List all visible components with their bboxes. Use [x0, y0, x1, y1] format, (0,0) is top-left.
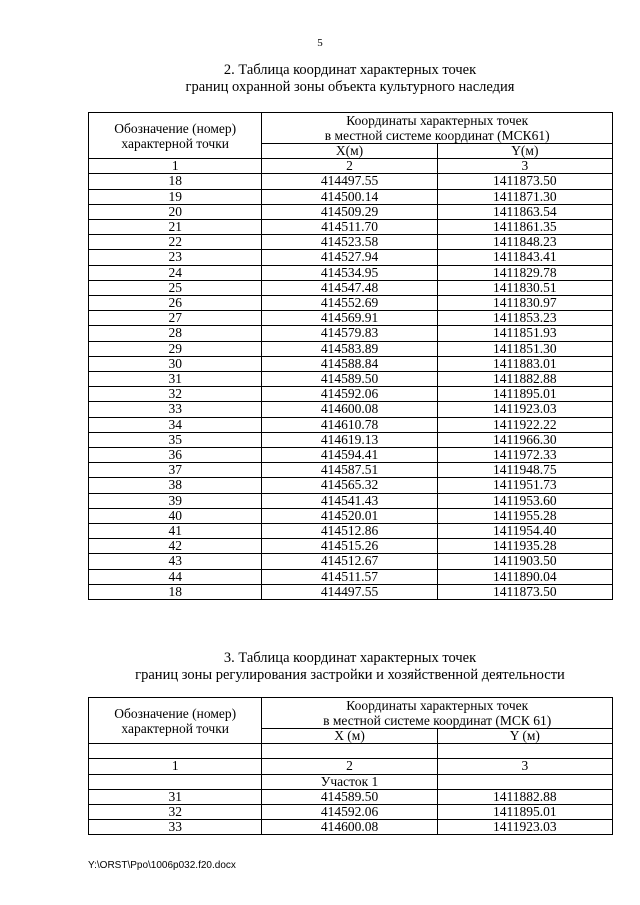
point-number: 18	[89, 174, 262, 189]
x-coordinate: 414569.91	[262, 311, 437, 326]
point-number: 31	[89, 789, 262, 804]
table2-colnum-3: 3	[437, 759, 612, 774]
table2-header-row	[89, 698, 613, 729]
y-coordinate: 1411843.41	[437, 250, 612, 265]
point-number: 21	[89, 220, 262, 235]
y-coordinate: 1411861.35	[437, 220, 612, 235]
y-coordinate: 1411923.03	[437, 402, 612, 417]
x-coordinate: 414515.26	[262, 539, 437, 554]
table-row	[89, 805, 613, 820]
point-number: 34	[89, 417, 262, 432]
x-coordinate: 414600.08	[262, 820, 437, 835]
table2-header-point-line1: Обозначение (номер)	[114, 705, 237, 721]
x-coordinate: 414552.69	[262, 296, 437, 311]
table2-header-coords-line1: Координаты характерных точек	[346, 698, 529, 713]
table1-colnum-3: 3	[437, 159, 612, 174]
table2-header-point	[89, 698, 262, 744]
point-number: 36	[89, 448, 262, 463]
y-coordinate: 1411895.01	[437, 805, 612, 820]
y-coordinate: 1411829.78	[437, 265, 612, 280]
point-number: 33	[89, 820, 262, 835]
table-row	[89, 372, 613, 387]
x-coordinate: 414512.86	[262, 524, 437, 539]
table-row	[89, 554, 613, 569]
table2-header-point-line2: характерной точки	[121, 720, 229, 736]
table2-header-separator	[89, 744, 613, 759]
x-coordinate: 414497.55	[262, 584, 437, 599]
table-row	[89, 311, 613, 326]
table-row	[89, 417, 613, 432]
table2-colnum-1: 1	[89, 759, 262, 774]
table-row	[89, 539, 613, 554]
x-coordinate: 414523.58	[262, 235, 437, 250]
x-coordinate: 414583.89	[262, 341, 437, 356]
point-number: 18	[89, 584, 262, 599]
x-coordinate: 414600.08	[262, 402, 437, 417]
y-coordinate: 1411935.28	[437, 539, 612, 554]
table-row	[89, 524, 613, 539]
table-row	[89, 174, 613, 189]
point-number: 32	[89, 805, 262, 820]
point-number: 25	[89, 280, 262, 295]
table2-title	[0, 650, 640, 684]
y-coordinate: 1411922.22	[437, 417, 612, 432]
y-coordinate: 1411954.40	[437, 524, 612, 539]
table1-colnum-1: 1	[89, 159, 262, 174]
table1-header-point	[89, 113, 262, 159]
y-coordinate: 1411890.04	[437, 569, 612, 584]
y-coordinate: 1411883.01	[437, 356, 612, 371]
y-coordinate: 1411953.60	[437, 493, 612, 508]
point-number: 24	[89, 265, 262, 280]
table-row	[89, 463, 613, 478]
point-number: 29	[89, 341, 262, 356]
page-number: 5	[317, 37, 323, 49]
table2-header-coords	[262, 698, 613, 729]
footer-file-path: Y:\ORST\Ppo\1006p032.f20.docx	[88, 860, 236, 871]
table-row	[89, 432, 613, 447]
table1-colnum-row	[89, 159, 613, 174]
table2-body	[89, 789, 613, 835]
y-coordinate: 1411923.03	[437, 820, 612, 835]
point-number: 39	[89, 493, 262, 508]
table1-header-row	[89, 113, 613, 144]
table1-header-y: Y(м)	[437, 144, 612, 159]
point-number: 28	[89, 326, 262, 341]
table1-header-coords-line2: в местной системе координат (МСК61)	[324, 128, 550, 143]
table-row	[89, 204, 613, 219]
y-coordinate: 1411948.75	[437, 463, 612, 478]
table-row	[89, 508, 613, 523]
x-coordinate: 414534.95	[262, 265, 437, 280]
y-coordinate: 1411863.54	[437, 204, 612, 219]
point-number: 41	[89, 524, 262, 539]
point-number: 27	[89, 311, 262, 326]
table-row	[89, 220, 613, 235]
x-coordinate: 414610.78	[262, 417, 437, 432]
point-number: 19	[89, 189, 262, 204]
y-coordinate: 1411873.50	[437, 174, 612, 189]
table-row	[89, 402, 613, 417]
point-number: 22	[89, 235, 262, 250]
point-number: 23	[89, 250, 262, 265]
table2-header-x: X (м)	[262, 729, 437, 744]
y-coordinate: 1411848.23	[437, 235, 612, 250]
table-row	[89, 478, 613, 493]
table2	[88, 697, 613, 835]
x-coordinate: 414511.57	[262, 569, 437, 584]
table-row	[89, 387, 613, 402]
table1-colnum-2: 2	[262, 159, 437, 174]
y-coordinate: 1411903.50	[437, 554, 612, 569]
table-row	[89, 326, 613, 341]
table-row	[89, 789, 613, 804]
table1-header-x: X(м)	[262, 144, 437, 159]
point-number: 42	[89, 539, 262, 554]
table1-header-point-line1: Обозначение (номер)	[114, 120, 237, 136]
x-coordinate: 414579.83	[262, 326, 437, 341]
y-coordinate: 1411871.30	[437, 189, 612, 204]
table2-section-label: Участок 1	[262, 774, 437, 789]
table1-header-coords	[262, 113, 613, 144]
y-coordinate: 1411972.33	[437, 448, 612, 463]
point-number: 20	[89, 204, 262, 219]
x-coordinate: 414592.06	[262, 805, 437, 820]
y-coordinate: 1411966.30	[437, 432, 612, 447]
y-coordinate: 1411873.50	[437, 584, 612, 599]
y-coordinate: 1411955.28	[437, 508, 612, 523]
table1-title-line2: границ охранной зоны объекта культурного наследия	[185, 79, 515, 95]
point-number: 26	[89, 296, 262, 311]
x-coordinate: 414497.55	[262, 174, 437, 189]
table1	[88, 112, 613, 600]
y-coordinate: 1411895.01	[437, 387, 612, 402]
y-coordinate: 1411882.88	[437, 789, 612, 804]
y-coordinate: 1411951.73	[437, 478, 612, 493]
table-row	[89, 265, 613, 280]
table2-title-line2: границ зоны регулирования застройки и хозяйственной деятельности	[135, 667, 565, 683]
x-coordinate: 414592.06	[262, 387, 437, 402]
table2-header-y: Y (м)	[437, 729, 612, 744]
table-row	[89, 820, 613, 835]
table-row	[89, 280, 613, 295]
y-coordinate: 1411853.23	[437, 311, 612, 326]
point-number: 35	[89, 432, 262, 447]
table-row	[89, 189, 613, 204]
table-row	[89, 341, 613, 356]
table1-body	[89, 174, 613, 600]
point-number: 33	[89, 402, 262, 417]
y-coordinate: 1411830.51	[437, 280, 612, 295]
x-coordinate: 414589.50	[262, 789, 437, 804]
table-row	[89, 493, 613, 508]
point-number: 32	[89, 387, 262, 402]
point-number: 37	[89, 463, 262, 478]
x-coordinate: 414500.14	[262, 189, 437, 204]
x-coordinate: 414520.01	[262, 508, 437, 523]
table2-header-coords-line2: в местной системе координат (МСК 61)	[323, 713, 552, 728]
y-coordinate: 1411830.97	[437, 296, 612, 311]
x-coordinate: 414589.50	[262, 372, 437, 387]
point-number: 30	[89, 356, 262, 371]
x-coordinate: 414619.13	[262, 432, 437, 447]
table1-header-point-line2: характерной точки	[121, 135, 229, 151]
x-coordinate: 414588.84	[262, 356, 437, 371]
table1-title-line1: 2. Таблица координат характерных точек	[223, 62, 477, 78]
table-row	[89, 356, 613, 371]
x-coordinate: 414587.51	[262, 463, 437, 478]
table-row	[89, 250, 613, 265]
table2-title-line1: 3. Таблица координат характерных точек	[223, 650, 477, 666]
table2-section-row	[89, 774, 613, 789]
x-coordinate: 414541.43	[262, 493, 437, 508]
table-row	[89, 448, 613, 463]
table1-title	[0, 62, 640, 96]
x-coordinate: 414527.94	[262, 250, 437, 265]
table1-header-coords-line1: Координаты характерных точек	[346, 113, 529, 128]
x-coordinate: 414509.29	[262, 204, 437, 219]
table-row	[89, 296, 613, 311]
table2-colnum-row	[89, 759, 613, 774]
point-number: 43	[89, 554, 262, 569]
x-coordinate: 414511.70	[262, 220, 437, 235]
x-coordinate: 414547.48	[262, 280, 437, 295]
point-number: 31	[89, 372, 262, 387]
table-row	[89, 235, 613, 250]
x-coordinate: 414512.67	[262, 554, 437, 569]
y-coordinate: 1411851.93	[437, 326, 612, 341]
table-row	[89, 584, 613, 599]
point-number: 44	[89, 569, 262, 584]
point-number: 38	[89, 478, 262, 493]
table2-colnum-2: 2	[262, 759, 437, 774]
point-number: 40	[89, 508, 262, 523]
x-coordinate: 414565.32	[262, 478, 437, 493]
y-coordinate: 1411851.30	[437, 341, 612, 356]
x-coordinate: 414594.41	[262, 448, 437, 463]
y-coordinate: 1411882.88	[437, 372, 612, 387]
table-row	[89, 569, 613, 584]
